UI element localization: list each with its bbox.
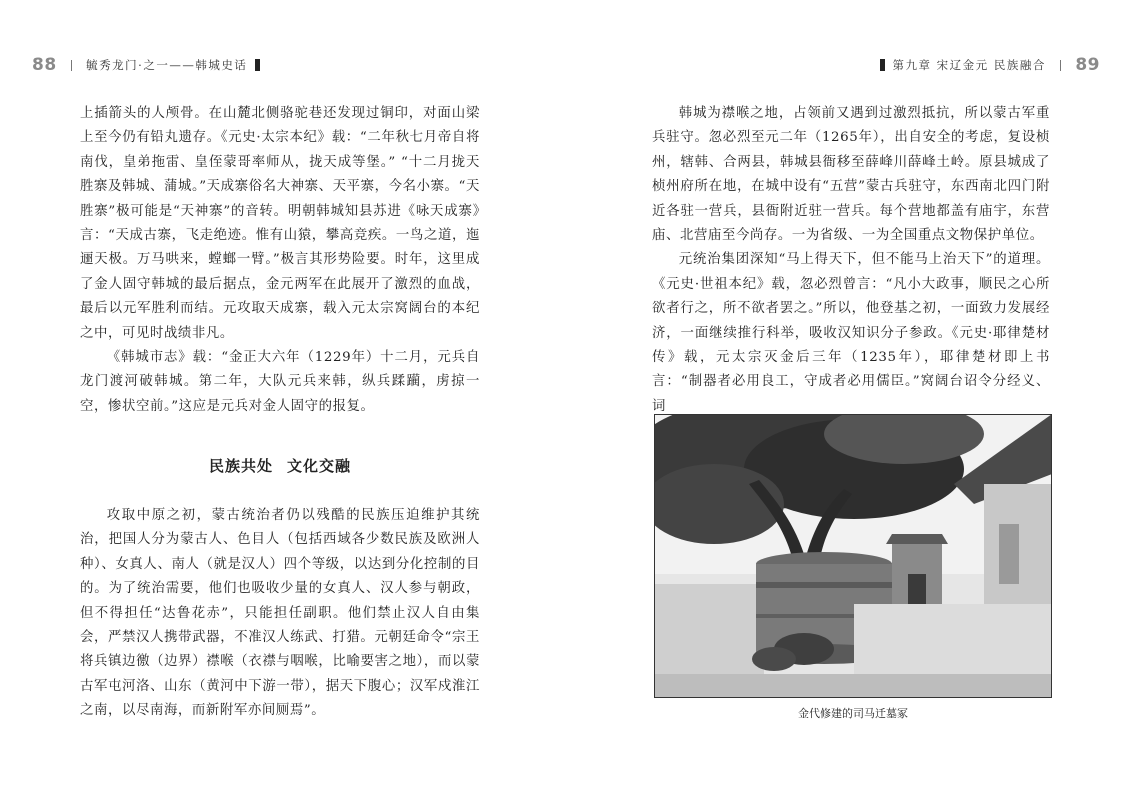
left-body-bottom: [80, 504, 480, 724]
section-title-part2: 文化交融: [287, 457, 352, 475]
paragraph: 元统治集团深知“马上得天下，但不能马上治天下”的道理。《元史·世祖本纪》载，忽必烈曾言：“凡小大政事，顺民之心所欲者行之，所不欲者罢之。”所以，他登基之初，一面致力发展经济，一面继续推行科举，吸收汉知识分子参政。《元史·耶律楚材传》载，元太宗灭金后三年（1235年），耶律楚材即上书言：“制器者必用良工，守成者必用儒臣。”窝阔台诏令分经义、词: [652, 252, 1050, 414]
right-body: [652, 102, 1050, 419]
section-title-part1: 民族共处: [208, 457, 273, 475]
right-page-header: [872, 52, 1100, 78]
header-separator: [71, 60, 73, 71]
book-title: 毓秀龙门·之一——韩城史话: [86, 58, 248, 72]
right-page: [566, 0, 1132, 799]
header-marker: [255, 59, 260, 71]
right-page-number: 89: [1075, 55, 1100, 75]
section-title: [80, 455, 480, 476]
tomb-photo: [654, 414, 1052, 698]
header-separator: [1060, 60, 1062, 71]
left-page-number: 88: [32, 55, 57, 75]
header-marker: [880, 59, 885, 71]
photo-caption: 金代修建的司马迁墓冢: [798, 707, 908, 720]
paragraph: 攻取中原之初，蒙古统治者仍以残酷的民族压迫维护其统治，把国人分为蒙古人、色目人（包括西域各少数民族及欧洲人种）、女真人、南人（就是汉人）四个等级，以达到分化控制的目的。为了统治需要，他们也吸收少量的女真人、汉人参与朝政，但不得担任“达鲁花赤”，只能担任副职。他们禁止汉人自由集会，严禁汉人携带武器，不准汉人练武、打猎。元朝廷命令“宗王将兵镇边徼（边界）襟喉（衣襟与咽喉，比喻要害之地），而以蒙古军屯河洛、山东（黄河中下游一带），据天下腹心；汉军戍淮江之南，以尽南海，而新附军亦间厕焉”。: [80, 508, 480, 719]
left-body-top: [80, 102, 480, 419]
paragraph: 上插箭头的人颅骨。在山麓北侧骆驼巷还发现过铜印，对面山梁上至今仍有铅丸遗存。《元史·太宗本纪》载：“二年秋七月帝自将南伐，皇弟拖雷、皇侄蒙哥率师从，拢天成等堡。” “十二月拢天胜寨及韩城、蒲城。”天成寨俗名大神寨、天平寨，今名小寨。“天胜寨”极可能是“天神寨”的音转。明朝韩城知县苏进《咏天成寨》言：“天成古寨，飞走绝迹。惟有山猿，攀高竞疾。一鸟之道，迤逦天极。万马哄来，螳螂一臂。”极言其形势险要。时年，这里成了金人固守韩城的最后据点，金元两军在此展开了激烈的血战，最后以元军胜利而结。元攻取天成寨，载入元太宗窝阔台的本纪之中，可见时战绩非凡。: [80, 106, 480, 341]
paragraph: 《韩城市志》载：“金正大六年（1229年）十二月，元兵自龙门渡河破韩城。第二年，大队元兵来韩，纵兵蹂躏，虏掠一空，惨状空前。”这应是元兵对金人固守的报复。: [80, 350, 480, 414]
left-page-header: [32, 52, 268, 78]
paragraph: 韩城为襟喉之地，占领前又遇到过激烈抵抗，所以蒙古军重兵驻守。忽必烈至元二年（1265年），出自安全的考虑，复设桢州，辖韩、合两县，韩城县衙移至薛峰川薛峰土岭。原县城成了桢州府所在地，在城中设有“五营”蒙古兵驻守，东西南北四门附近各驻一营兵，县衙附近驻一营兵。每个营地都盖有庙宇，东营庙、北营庙至今尚存。一为省级、一为全国重点文物保护单位。: [652, 106, 1050, 244]
chapter-title: 第九章 宋辽金元 民族融合: [892, 58, 1046, 72]
